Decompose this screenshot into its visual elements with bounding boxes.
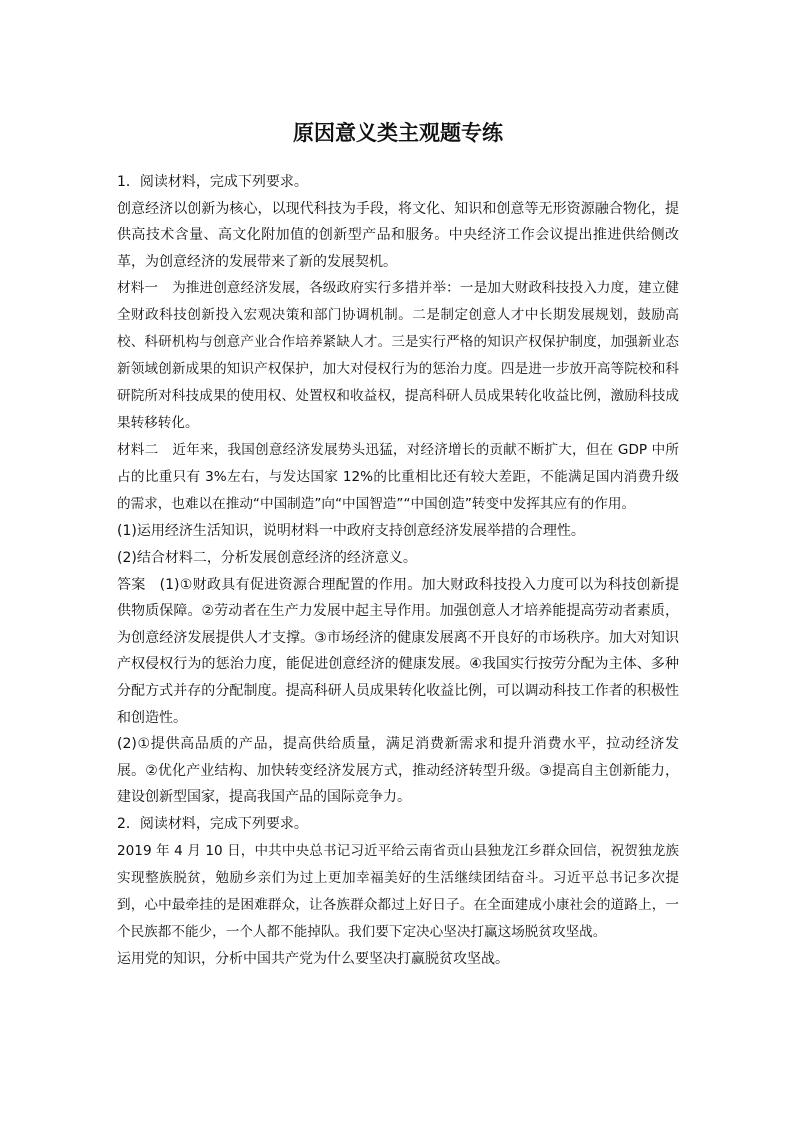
sub-question-1: (1)运用经济生活知识，说明材料一中政府支持创意经济发展举措的合理性。 (117, 523, 585, 540)
material-2 (117, 437, 679, 518)
question-1-heading: 1．阅读材料，完成下列要求。 (117, 174, 308, 190)
material-1 (117, 275, 679, 437)
question-2-prompt: 运用党的知识，分析中国共产党为什么要坚决打赢脱贫攻坚战。 (117, 950, 509, 967)
question-2-heading: 2．阅读材料，完成下列要求。 (117, 815, 308, 832)
question-1-intro: 创意经济以创新为核心，以现代科技为手段，将文化、知识和创意等无形资源融合物化，提供高技术含量、高文化附加值的创新型产品和服务。中央经济工作会议提出推进供给侧改革，为创意经济的发展带来了新的发展契机。 (117, 200, 679, 270)
page-title: 原因意义类主观题专练 (293, 120, 503, 145)
question-2-material: 2019 年 4 月 10 日，中共中央总书记习近平给云南省贡山县独龙江乡群众回信，祝贺独龙族实现整族脱贫，勉励乡亲们为过上更加幸福美好的生活继续团结奋斗。习近平总书记多次提到，心中最牵挂的是困难群众，让各族群众都过上好日子。在全面建成小康社会的道路上，一个民族都不能少，一个人都不能掉队。我们要下定决心坚决打赢这场脱贫攻坚战。 (117, 842, 679, 940)
document-page (117, 118, 679, 972)
material-2-text: 近年来，我国创意经济发展势头迅猛，对经济增长的贡献不断扩大，但在 GDP 中所占的比重只有 3%左右，与发达国家 12%的比重相比还有较大差距，不能满足国内消费升级的需求，也难以在推动“中国制造”向“中国智造”“中国创造”转变中发挥其应有的作用。 (117, 442, 680, 513)
material-1-label: 材料一 (117, 280, 159, 297)
answer-1 (117, 572, 679, 732)
answer-1-text: (1)①财政具有促进资源合理配置的作用。加大财政科技投入力度可以为科技创新提供物质保障。②劳动者在生产力发展中起主导作用。加强创意人才培养能提高劳动者素质，为创意经济发展提供人才支撑。③市场经济的健康发展离不开良好的市场秩序。加大对知识产权侵权行为的惩治力度，能促进创意经济的健康发展。④我国实行按劳分配为主体、多种分配方式并存的分配制度。提高科研人员成果转化收益比例，可以调动科技工作者的积极性和创造性。 (117, 576, 680, 726)
answer-2: (2)①提供高品质的产品，提高供给质量，满足消费新需求和提升消费水平，拉动经济发展。②优化产业结构、加快转变经济发展方式，推动经济转型升级。③提高自主创新能力，建设创新型国家，提高我国产品的国际竞争力。 (117, 736, 679, 806)
material-1-text: 为推进创意经济发展，各级政府实行多措并举：一是加大财政科技投入力度，建立健全财政科技创新投入宏观决策和部门协调机制。二是制定创意人才中长期发展规划，鼓励高校、科研机构与创意产业合作培养紧缺人才。三是实行严格的知识产权保护制度，加强新业态新领域创新成果的知识产权保护，加大对侵权行为的惩治力度。四是进一步放开高等院校和科研院所对科技成果的使用权、处置权和收益权，提高科研人员成果转化收益比例，激励科技成果转移转化。 (117, 280, 679, 432)
sub-question-2: (2)结合材料二，分析发展创意经济的经济意义。 (117, 549, 417, 566)
answer-label: 答案 (117, 576, 146, 593)
material-2-label: 材料二 (117, 442, 159, 459)
